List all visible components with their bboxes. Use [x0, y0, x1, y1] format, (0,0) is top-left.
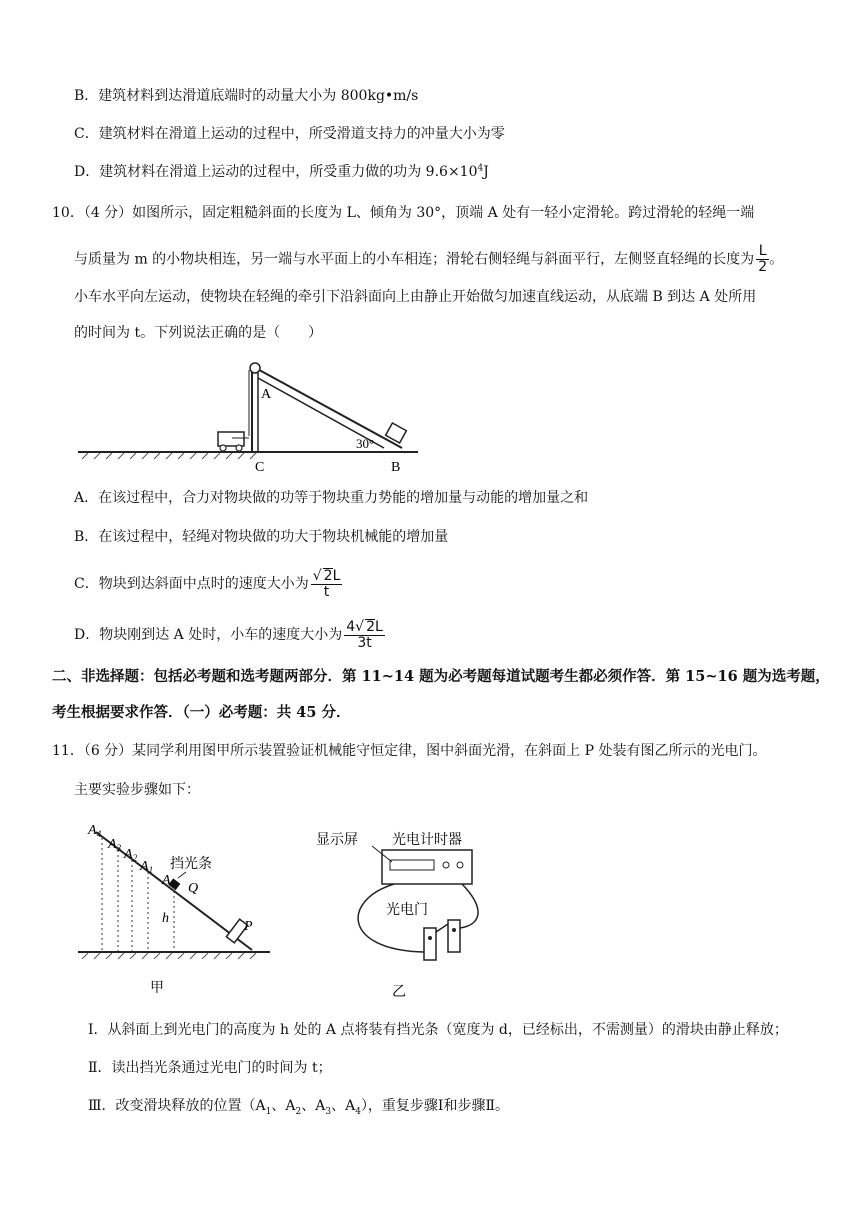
label-screen: 显示屏 — [316, 833, 358, 848]
label-a2: A — [124, 847, 133, 862]
cart-wheel — [220, 445, 226, 451]
q10-option-a: A．在该过程中，合力对物块做的功等于物块重力势能的增加量与动能的增加量之和 — [74, 490, 589, 506]
q9-option-d: D．建筑材料在滑道上运动的过程中，所受重力做的功为 $9.6\times 10^4J$ — [74, 163, 489, 180]
label-c: C — [255, 460, 265, 475]
label-p: P — [244, 919, 253, 934]
svg-text:A1: $A_1$ — [140, 859, 154, 875]
section2-heading-line2: 考生根据要求作答．（一）必考题：共 45 分． — [52, 704, 351, 721]
label-a4: A — [88, 823, 97, 838]
pulley — [250, 363, 260, 373]
section2-heading-line1: 二、非选择题：包括必考题和选考题两部分．第 11~14 题为必考题每道试题考生都必须作答．第 15~16 题为选考题， — [52, 668, 830, 685]
svg-text:A4: $A_4$ — [88, 823, 102, 839]
label-q: Q — [188, 881, 199, 896]
incline-surface — [252, 366, 402, 448]
q10-stem-line2: 与质量为 m 的小物块相连，另一端与水平面上的小车相连；滑轮右侧轻绳与斜面平行，左侧竖直轻绳的长度为 $\frac{L}{2}$ 。 — [74, 243, 784, 275]
q9-option-b: B．建筑材料到达滑道底端时的动量大小为 800kg•m/s — [74, 88, 419, 104]
svg-text:A2: $A_2$ — [124, 847, 138, 863]
q11-stem-line2: 主要实验步骤如下： — [74, 782, 200, 798]
q11-step-3: Ⅲ．改变滑块释放的位置（$A_1$、$A_2$、$A_3$、$A_4$），重复步骤Ⅰ和步骤Ⅱ。 — [88, 1098, 509, 1117]
q10-option-d-fraction: $\frac{4√ 2L}{3t}$ — [346, 619, 383, 651]
ground-hatch — [82, 453, 256, 459]
display-screen — [390, 860, 434, 870]
q10-fraction-l-over-2: $\frac{L}{2}$ — [758, 243, 768, 275]
caption-jia: 甲 — [150, 981, 164, 996]
label-strip: 挡光条 — [170, 857, 212, 872]
q10-stem-line4: 的时间为 t。下列说法正确的是（ ） — [74, 325, 323, 341]
q11-figure-jia — [74, 818, 274, 998]
q10-option-d: D．物块刚到达 A 处时，小车的速度大小为 $\frac{4√ 2L}{3t}$ — [74, 619, 383, 651]
label-gate: 光电门 — [386, 903, 428, 918]
label-timer: 光电计时器 — [392, 833, 462, 848]
q11-stem-line1: 11．（6 分）某同学利用图甲所示装置验证机械能守恒定律，图中斜面光滑，在斜面上 P 处装有图乙所示的光电门。 — [52, 743, 767, 759]
q10-stem-line1: 10．（4 分）如图所示，固定粗糙斜面的长度为 L、倾角为 30°，顶端 A 处有一轻小定滑轮。跨过滑轮的轻绳一端 — [52, 205, 755, 221]
label-a1: A — [140, 859, 149, 874]
q10-option-c-fraction: $\frac{√ 2L}{t}$ — [312, 568, 341, 600]
height-markers — [102, 838, 174, 951]
caption-yi: 乙 — [392, 985, 406, 1000]
label-a: A — [162, 873, 171, 888]
label-b: B — [391, 460, 401, 475]
cart — [218, 432, 244, 446]
q10-option-c: C．物块到达斜面中点时的速度大小为 $\frac{√ 2L}{t}$ — [74, 568, 341, 600]
label-angle: 30° — [356, 436, 375, 451]
photogate-arm — [424, 928, 436, 960]
q10-incline-figure — [72, 356, 422, 481]
cart-wheel — [236, 445, 242, 451]
cable — [358, 884, 424, 952]
q9-option-c: C．建筑材料在滑道上运动的过程中，所受滑道支持力的冲量大小为零 — [74, 126, 505, 142]
label-h: h — [162, 911, 169, 926]
q11-figure-yi — [312, 820, 502, 1000]
q10-option-b: B．在该过程中，轻绳对物块做的功大于物块机械能的增加量 — [74, 529, 449, 545]
label-a: A — [261, 387, 272, 402]
q11-step-2: Ⅱ．读出挡光条通过光电门的时间为 t； — [88, 1060, 332, 1076]
q10-stem-line3: 小车水平向左运动，使物块在轻绳的牵引下沿斜面向上由静止开始做匀加速直线运动，从底端 B 到达 A 处所用 — [74, 289, 757, 305]
q11-step-1: Ⅰ．从斜面上到光电门的高度为 h 处的 A 点将装有挡光条（宽度为 d，已经标出，不需测量）的滑块由静止释放； — [88, 1022, 788, 1038]
label-a3: A — [108, 837, 117, 852]
photogate-arm — [448, 920, 460, 952]
svg-text:A3: $A_3$ — [108, 837, 122, 853]
